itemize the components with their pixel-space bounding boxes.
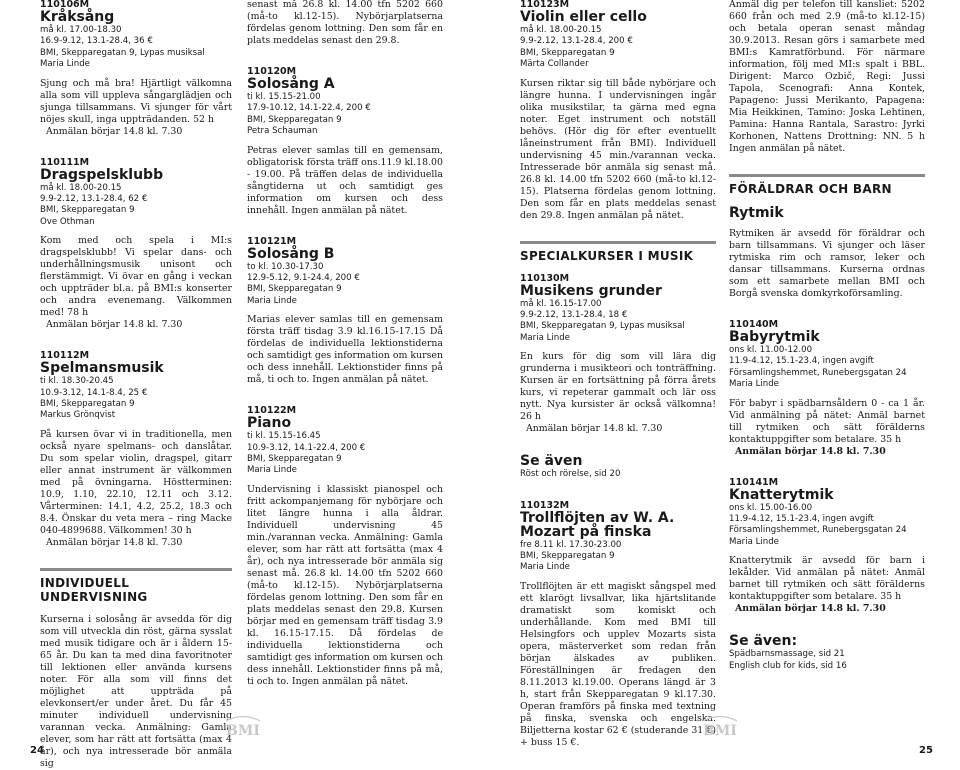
course-piano xyxy=(247,405,443,688)
course-code: 110112M xyxy=(40,350,90,362)
registration-note: Anmälan börjar 14.8 kl. 7.30 xyxy=(735,445,886,457)
see-also-heading: Se även: xyxy=(729,633,798,650)
course-description: Petras elever samlas till en gemensam, obligatorisk första träff ons.11.9 kl.18.00 - 19.00. På träffen delas de individuella sångtiderna ut och samtidigt ges information om kursen och dess innehåll. Ingen anmälan på nätet. xyxy=(247,144,443,216)
course-code: 110130M xyxy=(520,272,570,284)
course-location: Församlingshemmet, Runebergsgatan 24 xyxy=(729,367,907,378)
course-description: För babyr i spädbarnsåldern 0 - ca 1 år. Vid anmälning på nätet: Anmäl barnet till rytmiken och sätt förälderns kontaktuppgifter som betalare. 35 h Anmälan börjar 14.8 kl. 7.30 xyxy=(729,397,925,457)
course-time: to kl. 10.30-17.30 xyxy=(247,261,324,272)
course-time: ti kl. 18.30-20.45 xyxy=(40,376,114,387)
column-1 xyxy=(40,0,232,770)
course-dates: 11.9-4.12, 15.1-23.4, ingen avgift xyxy=(729,356,874,367)
course-location: BMI, Skepparegatan 9 xyxy=(247,284,342,295)
course-teacher: Märta Collander xyxy=(520,59,589,70)
course-title: Babyrytmik xyxy=(729,329,820,345)
course-time: må kl. 18.00-20.15 xyxy=(520,25,602,35)
course-musikens-grunder xyxy=(520,273,716,436)
course-dates: 9.9-2.12, 13.1-28.4, 200 € xyxy=(520,36,633,47)
registration-note: Anmälan börjar 14.8 kl. 7.30 xyxy=(46,319,183,331)
continued-text: Anmäl dig per telefon till kansliet: 5202 660 från och med 2.9 (må-to kl.12-15) och betala operan senast måndag 30.9.2013. Resan görs i samarbete med BMI:s Kamratförbund. För närmare information, följ med MI:s spalt i BBL. Dirigent: Marco Ozbič, Regi: Jussi Tapola, Scenografi: Anna Kontek, Papageno: Jussi Merikanto, Papagena: Mia Heikkinen, Tamino: Joska Lehtinen, Pamina: Hanna Rantala, Sarastro: Jyrki Korhonen, Nattens Drottning: NN. 5 h Ingen anmälan på nätet. xyxy=(729,0,925,154)
column-4 xyxy=(729,0,925,672)
course-code: 110120M xyxy=(247,66,297,77)
section-heading-foraldrar: FÖRÄLDRAR OCH BARN xyxy=(729,174,925,196)
course-code: 110141M xyxy=(729,476,779,488)
course-dates: 12.9-5.12, 9.1-24.4, 200 € xyxy=(247,273,360,284)
course-teacher: Maria Linde xyxy=(247,465,297,476)
course-location: BMI, Skepparegatan 9, Lypas musiksal xyxy=(40,47,205,58)
course-location: BMI, Skepparegatan 9 xyxy=(520,551,615,562)
page-number-right: 25 xyxy=(919,745,933,756)
course-time: ti kl. 15.15-16.45 xyxy=(247,431,321,442)
course-time: må kl. 18.00-20.15 xyxy=(40,182,122,193)
course-time: fre 8.11 kl. 17.30-23.00 xyxy=(520,539,622,550)
course-code: 110140M xyxy=(729,319,779,330)
see-also-block xyxy=(520,454,716,480)
section-rule xyxy=(520,241,716,244)
continued-text: senast må 26.8 kl. 14.00 tfn 5202 660 (må-to kl.12-15). Nybörjarplatserna fördelas genom lottning. Den som får en plats meddelas senast den 29.8. xyxy=(247,0,443,46)
course-location: BMI, Skepparegatan 9 xyxy=(247,454,342,465)
bmi-logo xyxy=(699,713,741,739)
course-description: Sjung och må bra! Hjärtligt välkomna alla som vill uppleva sångarglädjen och sjunga tillsammans. Vi sjunger för vårt nöjes skull, inga uppträdanden. 52 h Anmälan börjar 14.8 kl. 7.30 xyxy=(40,77,232,137)
course-dates: 9.9-2.12, 13.1-28.4, 18 € xyxy=(520,310,628,321)
course-title: Piano xyxy=(247,415,292,432)
course-location: BMI, Skepparegatan 9 xyxy=(247,114,342,125)
course-title: Solosång A xyxy=(247,76,335,92)
course-time: må kl. 17.00-18.30 xyxy=(40,25,122,35)
course-code: 110106M xyxy=(40,0,90,10)
section-rule xyxy=(729,174,925,177)
course-description: Marias elever samlas till en gemensam första träff tisdag 3.9 kl.16.15-17.15 Då fördelas de individuella lektionstiderna och samtidigt ges information om kursen och dess innehåll. Lektionstider finns på må, ti och to. Ingen anmälan på nätet. xyxy=(247,314,443,386)
see-also-block xyxy=(729,634,925,672)
course-location: BMI, Skepparegatan 9 xyxy=(40,205,135,216)
course-code: 110111M xyxy=(40,156,90,168)
course-description: På kursen övar vi in traditionella, men också nyare spelmans- och danslåtar. Du som spelar violin, dragspel, gitarr eller annat instrument är välkommen med på övningarna. Höstterminen: 10.9, 1.10, 22.10, 12.11 och 3.12. Vårterminen: 14.1, 4.2, 25.2, 18.3 och 8.4. Önskar du veta mera – ring Macke 040-4899688. Välkommen! 30 h Anmälan börjar 14.8 kl. 7.30 xyxy=(40,428,232,548)
page-number-left: 24 xyxy=(30,745,44,756)
course-solosang-b xyxy=(247,236,443,387)
registration-note: Anmälan börjar 14.8 kl. 7.30 xyxy=(526,423,663,435)
course-spelmansmusik xyxy=(40,350,232,549)
section-heading-specialkurser: SPECIALKURSER I MUSIK xyxy=(520,241,716,263)
course-title: Trollflöjten av W. A. Mozart på finska xyxy=(520,509,675,540)
see-also-link[interactable]: Röst och rörelse, sid 20 xyxy=(520,469,621,480)
course-teacher: Maria Linde xyxy=(520,562,570,573)
course-teacher: Maria Linde xyxy=(40,59,90,70)
course-knatterytmik xyxy=(729,477,925,616)
svg-text:BMI: BMI xyxy=(703,723,737,739)
course-violin-cello xyxy=(520,0,716,222)
course-location: BMI, Skepparegatan 9 xyxy=(40,399,135,410)
registration-note: Anmälan börjar 14.8 kl. 7.30 xyxy=(46,536,183,548)
course-location: BMI, Skepparegatan 9, Lypas musiksal xyxy=(520,321,685,332)
course-teacher: Markus Grönqvist xyxy=(40,410,116,421)
course-description: Knatterytmik är avsedd för barn i lekålder. Vid anmälan på nätet: Anmäl barnet till rytmiken och sätt förälderns kontaktuppgifter som betalare. 35 h Anmälan börjar 14.8 kl. 7.30 xyxy=(729,555,925,615)
course-title: Spelmansmusik xyxy=(40,360,164,377)
course-teacher: Ove Othman xyxy=(40,216,95,227)
course-title: Solosång B xyxy=(247,245,335,262)
registration-note: Anmälan börjar 14.8 kl. 7.30 xyxy=(46,125,183,137)
course-time: ons kl. 11.00-12.00 xyxy=(729,345,813,355)
see-also-heading: Se även xyxy=(520,453,583,470)
column-3 xyxy=(520,0,716,768)
course-code: 110121M xyxy=(247,235,297,247)
course-time: må kl. 16.15-17.00 xyxy=(520,298,602,309)
course-description: Kursen riktar sig till både nybörjare och längre hunna. I undervisningen ingår olika musikstilar, ta gärna med egna noter. Eget instrument och notställ behövs. (Hör dig för efter eventuellt låneinstrument från BMI). Individuell undervisning 45 min./varannan vecka. Intresserade bör anmäla sig senast må. 26.8 kl. 14.00 tfn 5202 660 (må-to kl.12-15). Platserna fördelas genom lottning. Den som får en plats meddelas senast den 29.8. Ingen anmälan på nätet. xyxy=(520,77,716,221)
course-title: Violin eller cello xyxy=(520,9,647,25)
column-2 xyxy=(247,0,443,707)
course-teacher: Maria Linde xyxy=(729,379,779,390)
course-dates: 16.9-9.12, 13.1-28.4, 36 € xyxy=(40,36,153,47)
course-dates: 9.9-2.12, 13.1-28.4, 62 € xyxy=(40,194,148,205)
subsection-description: Rytmiken är avsedd för föräldrar och barn tillsammans. Vi sjunger och läser rytmiska rim och ramsor, leker och dansar tillsammans. Kurserna ordnas som ett samarbete mellan BMI och Borgå svenska domkyrkoförsamling. xyxy=(729,228,925,299)
course-description: En kurs för dig som vill lära dig grunderna i musikteori och tonträffning. Kursen är en fortsättning på förra årets kurs, vi repeterar gammalt och lär oss nytt. Nya kursister är också välkomna! 26 h Anmälan börjar 14.8 kl. 7.30 xyxy=(520,351,716,435)
course-location: BMI, Skepparegatan 9 xyxy=(520,47,615,58)
section-rule xyxy=(40,568,232,571)
see-also-link[interactable]: Spädbarnsmassage, sid 21 xyxy=(729,649,845,660)
course-title: Knatterytmik xyxy=(729,486,834,503)
course-dates: 11.9-4.12, 15.1-23.4, ingen avgift xyxy=(729,514,874,525)
course-title: Kråksång xyxy=(40,9,115,25)
registration-note: Anmälan börjar 14.8 kl. 7.30 xyxy=(735,603,886,615)
course-description: Trollflöjten är ett magiskt sångspel med ett klarögt livsallvar, lika hjärtslitande dramatiskt som komiskt och underhållande. Kom med BMI till Helsingfors och upplev Mozarts sista opera, mästerverket som redan från början älskades av publiken. Föreställningen är fredagen den 8.11.2013 kl.19.00. Operans längd är 3 h, start från Skepparegatan 9 kl.17.30. Operan framförs på finska med textning på finska, svenska och engelska. Biljetterna kostar 62 € (studerande 31 €) + buss 15 €. xyxy=(520,580,716,748)
course-dates: 10.9-3.12, 14.1-8.4, 25 € xyxy=(40,387,148,398)
course-title: Musikens grunder xyxy=(520,282,662,299)
course-code: 110122M xyxy=(247,405,297,417)
course-location: Församlingshemmet, Runebergsgatan 24 xyxy=(729,525,907,536)
course-kraksang xyxy=(40,0,232,138)
subsection-heading-rytmik: Rytmik xyxy=(729,205,784,221)
course-time: ons kl. 15.00-16.00 xyxy=(729,502,813,513)
course-code: 110123M xyxy=(520,0,570,10)
course-dates: 17.9-10.12, 14.1-22.4, 200 € xyxy=(247,103,371,114)
section-description: Kurserna i solosång är avsedda för dig som vill utveckla din röst, gärna sysslat med musik tidigare och är i åldern 15-65 år. Du kan ta med dina favoritnoter till lektionen eller använda kursens noter. För alla som vill finns det möjlighet att uppträda på elevkonsert/er under året. Du får 45 minuter individuell undervisning varannan vecka. Anmälning: Gamla elever, som har rätt att fortsätta (max 4 år), och nya intresserade bör anmäla sig xyxy=(40,613,232,769)
course-description: Undervisning i klassiskt pianospel och fritt ackompanjemang för nybörjare och litet längre hunna i alla åldrar. Individuell undervisning 45 min./varannan vecka. Anmälning: Gamla elever, som har rätt att fortsätta (max 4 år), och nya intresserade bör anmäla sig senast må. 26.8 kl. 14.00 tfn 5202 660 (må-to kl.12-15). Nybörjarplatserna fördelas genom lottning. Den som får en plats meddelas senast den 29.8. Kursen börjar med en gemensam träff tisdag 3.9 kl. 16.15-17.15. Då fördelas de individuella lektionstiderna och samtidigt ges information om kursen och dess innehåll. Lektionstider finns på må, ti och to. Ingen anmälan på nätet. xyxy=(247,483,443,687)
course-solosang-a xyxy=(247,66,443,217)
bmi-logo xyxy=(222,713,264,739)
course-teacher: Maria Linde xyxy=(247,295,297,306)
see-also-link[interactable]: English club for kids, sid 16 xyxy=(729,660,847,671)
course-description: Kom med och spela i MI:s dragspelsklubb! Vi spelar dans- och underhållningsmusik unisont och flerstämmigt. Vi övar en gång i veckan och uppträder bl.a. på BMI:s konserter och andra evenemang. Välkommen med! 78 h Anmälan börjar 14.8 kl. 7.30 xyxy=(40,235,232,331)
course-trollflojten xyxy=(520,500,716,749)
course-babyrytmik xyxy=(729,319,925,458)
course-code: 110132M xyxy=(520,499,570,511)
svg-text:BMI: BMI xyxy=(226,723,260,739)
course-teacher: Maria Linde xyxy=(729,536,779,547)
course-teacher: Maria Linde xyxy=(520,332,570,343)
course-dates: 10.9-3.12, 14.1-22.4, 200 € xyxy=(247,442,366,453)
section-heading-individuell: INDIVIDUELL UNDERVISNING xyxy=(40,568,232,604)
course-title: Dragspelsklubb xyxy=(40,166,164,183)
course-dragspelsklubb xyxy=(40,157,232,332)
course-teacher: Petra Schauman xyxy=(247,126,318,137)
course-time: ti kl. 15.15-21.00 xyxy=(247,92,321,102)
